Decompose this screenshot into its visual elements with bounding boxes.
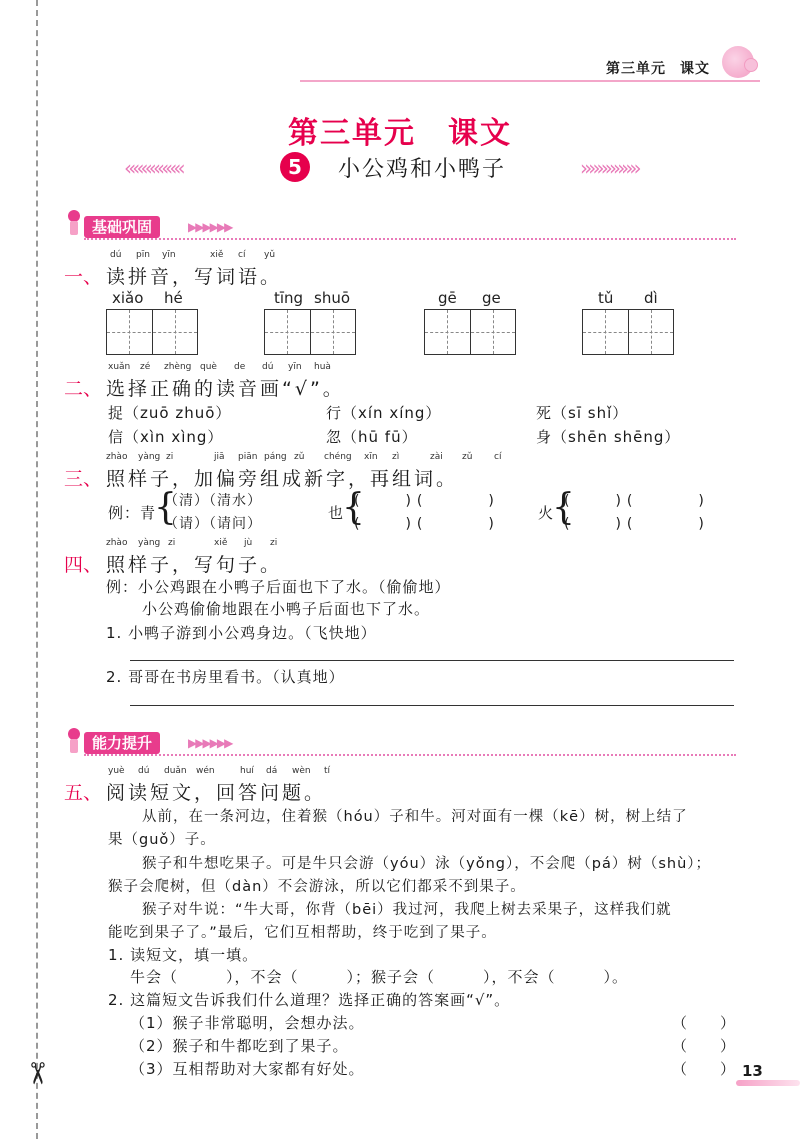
pinyin-annotation: zhào (106, 538, 128, 548)
pinyin-annotation: zi (270, 538, 278, 548)
passage-line: 猴子会爬树，但（dàn）不会游泳，所以它们都采不到果子。 (108, 879, 526, 895)
scissors-icon: ✂ (19, 1060, 55, 1087)
blank-row[interactable]: ( )( ) (564, 516, 710, 532)
pinyin-annotation: yàng (138, 452, 161, 462)
question-text: 照样子，写句子。 (106, 554, 283, 576)
blank-row[interactable]: ( )( ) (564, 493, 710, 509)
answer-option: （2）猴子和牛都吃到了果子。 (130, 1037, 349, 1055)
answer-line[interactable] (130, 660, 734, 661)
pinyin-annotation: zi (166, 452, 174, 462)
base-char: 火 (538, 504, 555, 522)
question-text: 照样子，加偏旁组成新字，再组词。 (106, 468, 459, 490)
pinyin-annotation: wén (196, 766, 215, 776)
choice-item[interactable]: 捉（zuō zhuō） (108, 404, 232, 422)
pinyin-annotation: xuǎn (108, 362, 131, 372)
pinyin-annotation: yīn (288, 362, 302, 372)
blank-row[interactable]: ( )( ) (354, 493, 500, 509)
page-number-bar (736, 1080, 800, 1086)
section-basic-tag: 基础巩固 (84, 216, 160, 238)
pinyin-annotation: zhèng (164, 362, 192, 372)
section-divider (84, 238, 736, 240)
right-arrows-icon: »»»»»»» (580, 156, 638, 180)
word-pinyin: dì (644, 289, 658, 307)
girl-icon (66, 728, 82, 754)
example-row: （请）（请问） (164, 516, 262, 532)
answer-option: （3）互相帮助对大家都有好处。 (130, 1060, 365, 1078)
check-box[interactable]: （ ） (672, 1014, 737, 1032)
brace: { (154, 487, 177, 528)
choice-item[interactable]: 行（xín xíng） (326, 404, 442, 422)
pinyin-annotation: wèn (292, 766, 311, 776)
pinyin-annotation: yīn (162, 250, 176, 260)
passage-line: 猴子对牛说：“牛大哥，你背（bēi）我过河，我爬上树去采果子，这样我们就 (142, 902, 672, 918)
word-pinyin: gē (438, 289, 457, 307)
passage-line: 果（guǒ）子。 (108, 832, 216, 848)
question-number: 四、 (64, 554, 103, 576)
word-pinyin: tīng (274, 289, 304, 307)
pinyin-annotation: dú (138, 766, 150, 776)
page-title: 第三单元 课文 (288, 116, 512, 151)
pinyin-annotation: piān (238, 452, 258, 462)
writing-grid[interactable] (264, 309, 356, 355)
pinyin-annotation: páng (264, 452, 287, 462)
sub-question: 2. 这篇短文告诉我们什么道理？选择正确的答案画“√”。 (108, 991, 511, 1009)
pinyin-annotation: què (200, 362, 217, 372)
example-sentence: 例：小公鸡跟在小鸭子后面也下了水。（偷偷地） (106, 578, 451, 596)
base-char: 也 (328, 504, 345, 522)
pinyin-annotation: zǔ (294, 452, 305, 462)
section-advanced-tag: 能力提升 (84, 732, 160, 754)
pinyin-annotation: huà (314, 362, 331, 372)
lesson-title: 小公鸡和小鸭子 (338, 157, 507, 182)
example-label: 例：青 (108, 504, 157, 522)
passage-line: 猴子和牛想吃果子。可是牛只会游（yóu）泳（yǒng），不会爬（pá）树（shù）； (142, 856, 712, 872)
blank-row[interactable]: ( )( ) (354, 516, 500, 532)
flower-bud-icon (744, 58, 758, 72)
pinyin-annotation: pīn (136, 250, 150, 260)
answer-option: （1）猴子非常聪明，会想办法。 (130, 1014, 365, 1032)
choice-item[interactable]: 死（sī shǐ） (536, 404, 629, 422)
fill-blank[interactable]: 牛会（ ），不会（ ）；猴子会（ ），不会（ ）。 (130, 968, 629, 986)
sentence-prompt: 2. 哥哥在书房里看书。（认真地） (106, 668, 345, 686)
pinyin-annotation: dú (110, 250, 122, 260)
question-number: 三、 (64, 468, 103, 490)
word-pinyin: xiǎo (112, 289, 144, 307)
pinyin-annotation: jù (244, 538, 253, 548)
pinyin-annotation: huí (240, 766, 254, 776)
pinyin-annotation: duǎn (164, 766, 187, 776)
writing-grid[interactable] (582, 309, 674, 355)
pinyin-annotation: dá (266, 766, 278, 776)
pinyin-annotation: zé (140, 362, 151, 372)
girl-icon (66, 210, 82, 236)
check-box[interactable]: （ ） (672, 1060, 737, 1078)
pinyin-annotation: yàng (138, 538, 161, 548)
example-row: （清）（清水） (164, 493, 262, 509)
sentence-prompt: 1. 小鸭子游到小公鸡身边。（飞快地） (106, 624, 377, 642)
question-number: 五、 (64, 782, 103, 804)
choice-item[interactable]: 信（xìn xìng） (108, 428, 224, 446)
check-box[interactable]: （ ） (672, 1037, 737, 1055)
question-text: 阅读短文，回答问题。 (106, 782, 327, 804)
pinyin-annotation: zhào (106, 452, 128, 462)
pinyin-annotation: chéng (324, 452, 352, 462)
question-number: 二、 (64, 378, 103, 400)
word-pinyin: tǔ (598, 289, 614, 307)
pinyin-annotation: xiě (214, 538, 228, 548)
section-arrows-icon: ▶▶▶▶▶▶ (188, 736, 232, 750)
page-number: 13 (742, 1062, 763, 1080)
header-unit: 第三单元 课文 (606, 61, 710, 77)
pinyin-annotation: jiā (214, 452, 225, 462)
pinyin-annotation: zi (168, 538, 176, 548)
example-sentence: 小公鸡偷偷地跟在小鸭子后面也下了水。 (142, 600, 431, 618)
writing-grid[interactable] (106, 309, 198, 355)
passage-line: 能吃到果子了。”最后，它们互相帮助，终于吃到了果子。 (108, 925, 497, 941)
pinyin-annotation: tí (324, 766, 331, 776)
choice-item[interactable]: 身（shēn shēng） (536, 428, 681, 446)
sub-question: 1. 读短文，填一填。 (108, 946, 259, 964)
section-arrows-icon: ▶▶▶▶▶▶ (188, 220, 232, 234)
lesson-number-badge: 5 (280, 152, 310, 182)
pinyin-annotation: yǔ (264, 250, 276, 260)
question-text: 读拼音，写词语。 (106, 266, 283, 288)
pinyin-annotation: de (234, 362, 246, 372)
pinyin-annotation: zì (392, 452, 400, 462)
pinyin-annotation: zǔ (462, 452, 473, 462)
question-text: 选择正确的读音画“√”。 (106, 378, 345, 400)
passage-line: 从前，在一条河边，住着猴（hóu）子和牛。河对面有一棵（kē）树，树上结了 (142, 809, 688, 825)
writing-grid[interactable] (424, 309, 516, 355)
pinyin-annotation: xīn (364, 452, 378, 462)
choice-item[interactable]: 忽（hū fū） (326, 428, 418, 446)
left-arrows-icon: ««««««« (124, 156, 182, 180)
pinyin-annotation: dú (262, 362, 274, 372)
answer-line[interactable] (130, 705, 734, 706)
pinyin-annotation: cí (238, 250, 246, 260)
pinyin-annotation: zài (430, 452, 443, 462)
pinyin-annotation: cí (494, 452, 502, 462)
question-number: 一、 (64, 266, 103, 288)
brace: { (342, 487, 365, 528)
section-divider (84, 754, 736, 756)
cut-line (36, 0, 38, 1139)
word-pinyin: hé (164, 289, 183, 307)
word-pinyin: ge (482, 289, 501, 307)
pinyin-annotation: yuè (108, 766, 125, 776)
pinyin-annotation: xiě (210, 250, 224, 260)
brace: { (552, 487, 575, 528)
header-rule (300, 80, 760, 82)
word-pinyin: shuō (314, 289, 351, 307)
